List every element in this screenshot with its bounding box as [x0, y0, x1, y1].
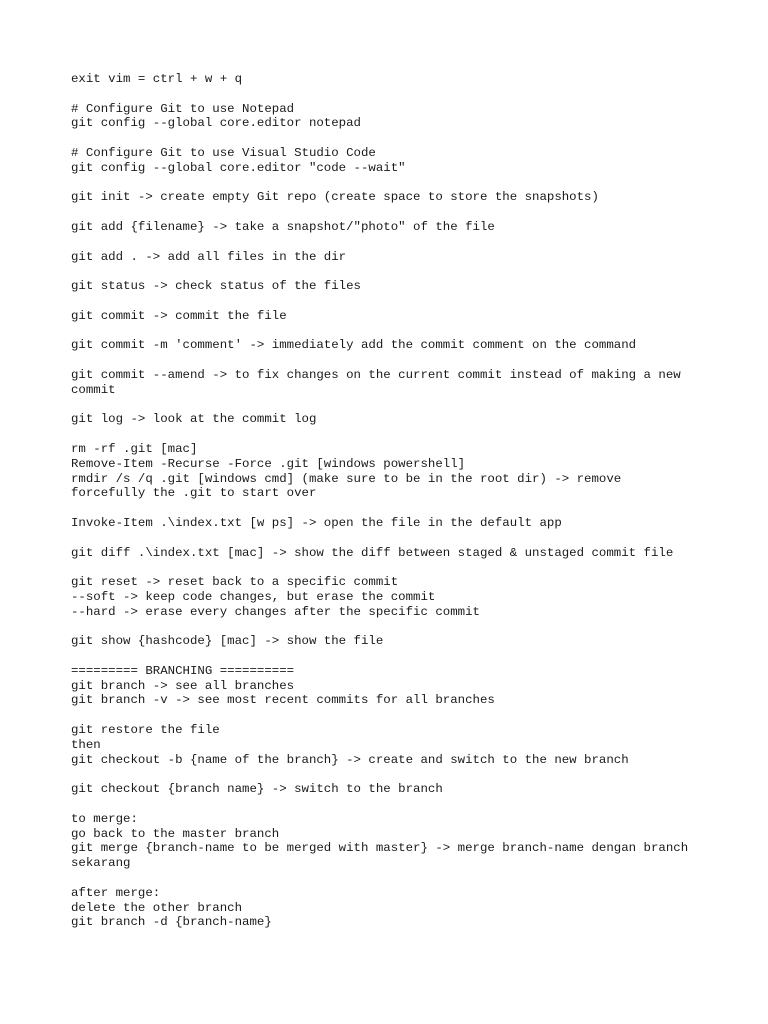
- text-line: git add . -> add all files in the dir: [71, 249, 347, 264]
- text-block: [71, 250, 731, 265]
- text-block: [71, 634, 731, 649]
- text-line: git diff .\index.txt [mac] -> show the diff between staged & unstaged commit file: [71, 545, 674, 560]
- text-line: then: [71, 737, 101, 752]
- text-line: git commit -m 'comment' -> immediately add the commit comment on the command: [71, 338, 637, 353]
- text-block: [71, 72, 731, 87]
- text-line: git checkout -b {name of the branch} -> create and switch to the new branch: [71, 752, 629, 767]
- text-block: [71, 279, 731, 294]
- text-block: [71, 723, 731, 767]
- text-block: [71, 442, 731, 501]
- text-block: [71, 782, 731, 797]
- text-block: [71, 146, 731, 176]
- text-block: [71, 368, 731, 398]
- text-block: [71, 516, 731, 531]
- text-line: rm -rf .git [mac]: [71, 441, 198, 456]
- text-block: [71, 102, 731, 132]
- text-block: [71, 220, 731, 235]
- text-line: after merge:: [71, 885, 161, 900]
- text-line: git merge {branch-name to be merged with master} -> merge branch-name dengan branch: [71, 841, 689, 856]
- text-block: [71, 190, 731, 205]
- text-line: git add {filename} -> take a snapshot/"photo" of the file: [71, 219, 495, 234]
- text-line: exit vim = ctrl + w + q: [71, 72, 243, 86]
- text-block: [71, 338, 731, 353]
- text-line: git branch -d {branch-name}: [71, 915, 272, 930]
- text-line: ========= BRANCHING ==========: [71, 663, 295, 678]
- text-line: Remove-Item -Recurse -Force .git [windows powershell]: [71, 456, 466, 471]
- text-line: forcefully the .git to start over: [71, 486, 317, 501]
- text-line: git checkout {branch name} -> switch to the branch: [71, 782, 443, 797]
- text-line: git commit -> commit the file: [71, 308, 287, 323]
- text-line: git log -> look at the commit log: [71, 412, 317, 427]
- text-line: --soft -> keep code changes, but erase the commit: [71, 589, 436, 604]
- text-block: [71, 886, 731, 930]
- text-line: git config --global core.editor "code --wait": [71, 160, 406, 175]
- text-line: git status -> check status of the files: [71, 279, 361, 294]
- text-block: [71, 412, 731, 427]
- text-line: go back to the master branch: [71, 826, 280, 841]
- text-line: commit: [71, 382, 116, 397]
- text-line: git branch -v -> see most recent commits for all branches: [71, 693, 495, 708]
- text-line: --hard -> erase every changes after the specific commit: [71, 604, 480, 619]
- text-line: git show {hashcode} [mac] -> show the file: [71, 634, 384, 649]
- document-text: [71, 72, 731, 945]
- text-line: git branch -> see all branches: [71, 678, 295, 693]
- text-line: git config --global core.editor notepad: [71, 116, 361, 131]
- text-line: # Configure Git to use Notepad: [71, 101, 295, 116]
- text-block: [71, 812, 731, 871]
- text-line: rmdir /s /q .git [windows cmd] (make sure to be in the root dir) -> remove: [71, 471, 622, 486]
- text-line: sekarang: [71, 856, 131, 871]
- text-line: # Configure Git to use Visual Studio Code: [71, 145, 376, 160]
- text-line: Invoke-Item .\index.txt [w ps] -> open the file in the default app: [71, 515, 562, 530]
- text-line: git init -> create empty Git repo (create space to store the snapshots): [71, 190, 599, 205]
- text-line: delete the other branch: [71, 900, 243, 915]
- text-line: to merge:: [71, 811, 138, 826]
- text-block: [71, 309, 731, 324]
- text-block: [71, 664, 731, 708]
- text-block: [71, 575, 731, 619]
- text-block: [71, 546, 731, 561]
- text-line: git restore the file: [71, 723, 220, 738]
- text-line: git commit --amend -> to fix changes on the current commit instead of making a new: [71, 367, 681, 382]
- text-line: git reset -> reset back to a specific commit: [71, 575, 399, 590]
